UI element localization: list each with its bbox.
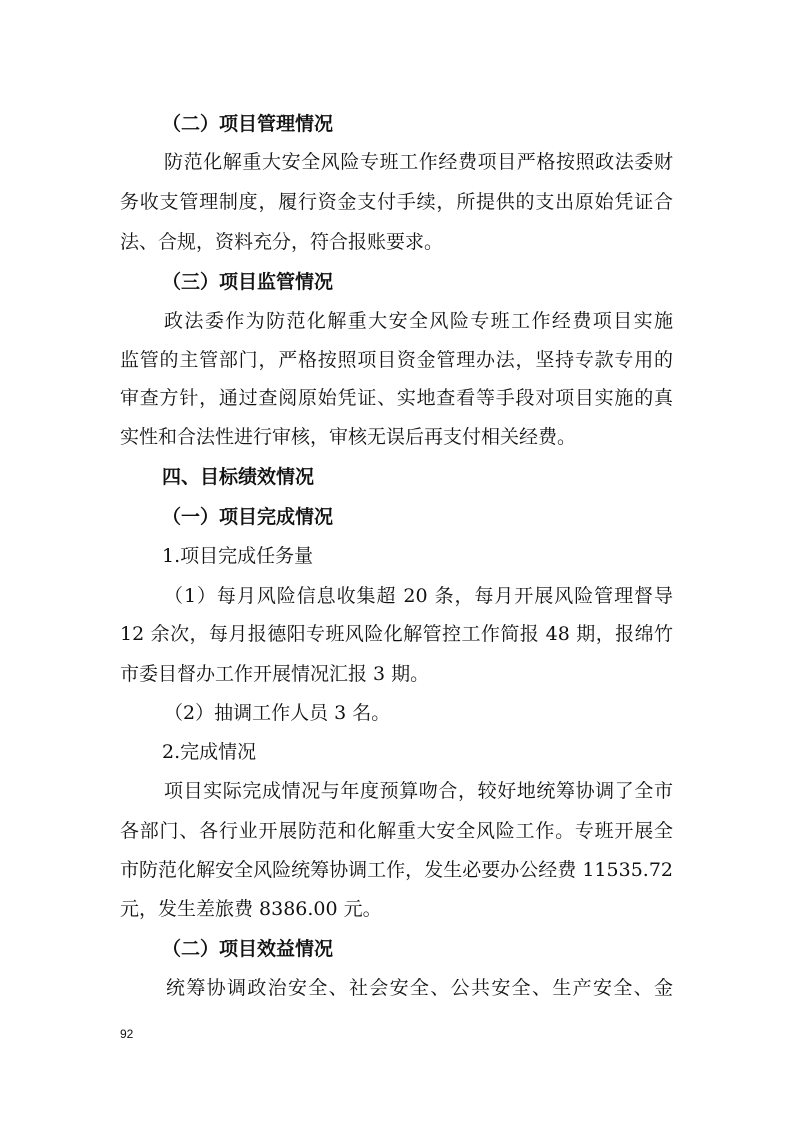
paragraph-line: 务收支管理制度，履行资金支付手续，所提供的支出原始凭证合 <box>120 191 673 213</box>
paragraph-line: （1）每月风险信息收集超 20 条，每月开展风险管理督导 <box>164 585 673 607</box>
paragraph-line: 市防范化解安全风险统筹协调工作，发生必要办公经费 11535.72 <box>120 859 673 881</box>
page-number: 92 <box>120 1027 134 1041</box>
heading-project-supervision: （三）项目监管情况 <box>162 271 334 293</box>
heading-target-performance: 四、目标绩效情况 <box>162 466 315 488</box>
paragraph-line: 市委目督办工作开展情况汇报 3 期。 <box>120 663 430 685</box>
paragraph-line: （2）抽调工作人员 3 名。 <box>164 702 391 724</box>
subheading-completion-status: 2.完成情况 <box>162 741 257 763</box>
paragraph-line: 监管的主管部门，严格按照项目资金管理办法，坚持专款专用的 <box>120 349 673 371</box>
paragraph-line: 各部门、各行业开展防范和化解重大安全风险工作。专班开展全 <box>120 820 673 842</box>
paragraph-line: 12 余次，每月报德阳专班风险化解管控工作简报 48 期，报绵竹 <box>120 623 673 645</box>
paragraph-line: 统筹协调政治安全、社会安全、公共安全、生产安全、金 <box>166 977 673 999</box>
heading-project-completion: （一）项目完成情况 <box>162 506 334 528</box>
paragraph-line: 实性和合法性进行审核，审核无误后再支付相关经费。 <box>120 426 577 448</box>
heading-project-benefits: （二）项目效益情况 <box>162 938 334 960</box>
subheading-task-volume: 1.项目完成任务量 <box>162 545 314 567</box>
paragraph-line: 审查方针，通过查阅原始凭证、实地查看等手段对项目实施的真 <box>120 387 673 409</box>
paragraph-line: 项目实际完成情况与年度预算吻合，较好地统筹协调了全市 <box>164 780 673 802</box>
paragraph-line: 法、合规，资料充分，符合报账要求。 <box>120 231 444 253</box>
paragraph-line: 政法委作为防范化解重大安全风险专班工作经费项目实施 <box>164 310 673 332</box>
paragraph-line: 元，发生差旅费 8386.00 元。 <box>120 898 382 920</box>
heading-project-management: （二）项目管理情况 <box>162 113 334 135</box>
paragraph-line: 防范化解重大安全风险专班工作经费项目严格按照政法委财 <box>164 151 673 173</box>
